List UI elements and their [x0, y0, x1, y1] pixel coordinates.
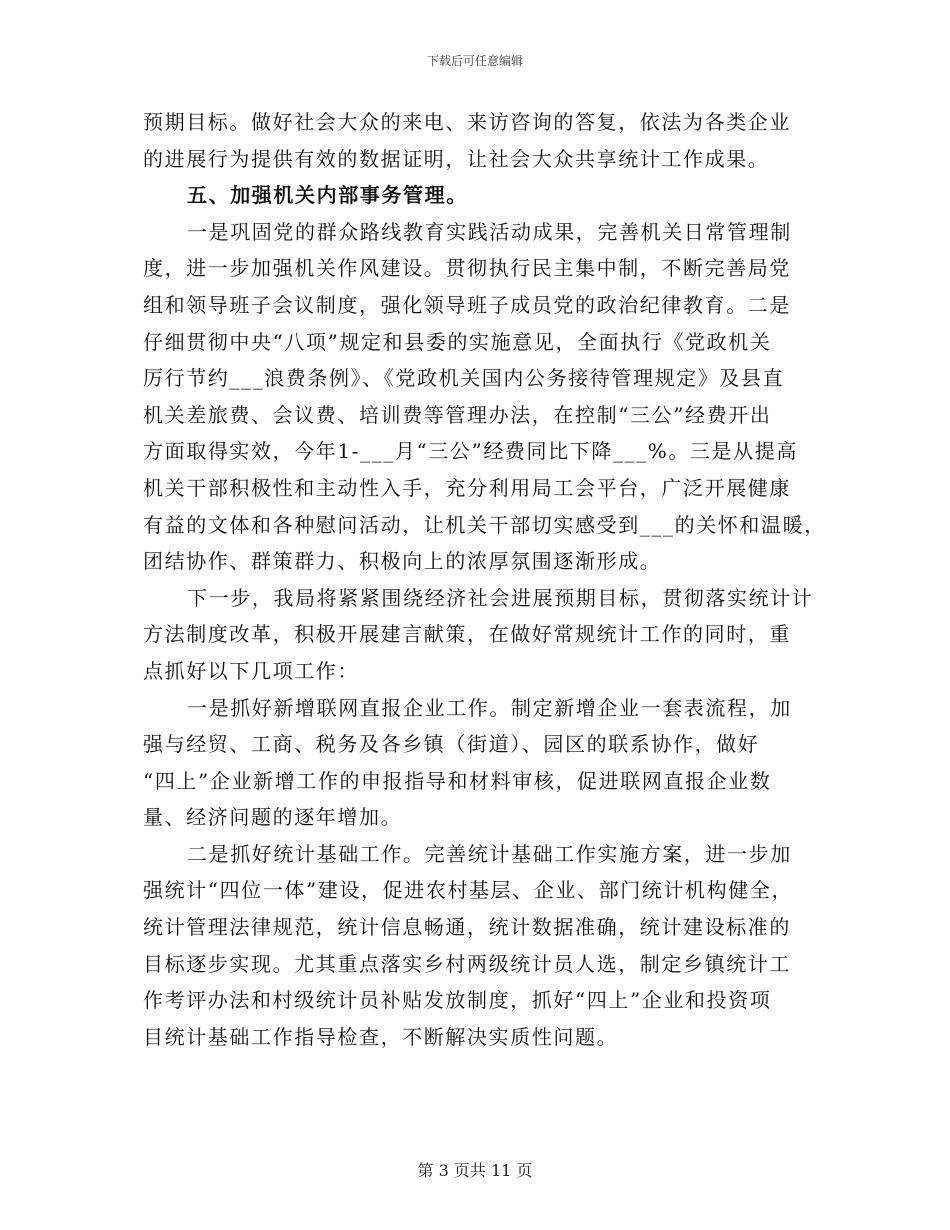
section-heading: 五、加强机关内部事务管理。: [187, 183, 468, 208]
text-line: 仔细贯彻中央“八项”规定和县委的实施意见，全面执行《党政机关: [143, 329, 772, 354]
text-line: 方法制度改革，积极开展建言献策，在做好常规统计工作的同时，重: [143, 622, 791, 647]
text-line: 统计管理法律规范，统计信息畅通，统计数据准确，统计建设标准的: [143, 915, 791, 940]
text-line: 目标逐步实现。尤其重点落实乡村两级统计员人选，制定乡镇统计工: [143, 951, 791, 976]
text-line: 的进展行为提供有效的数据证明，让社会大众共享统计工作成果。: [143, 146, 770, 171]
text-line: 厉行节约___浪费条例》、《党政机关国内公务接待管理规定》及县直: [143, 366, 785, 391]
text-line: 一是巩固党的群众路线教育实践活动成果，完善机关日常管理制: [187, 219, 792, 244]
text-line: 组和领导班子会议制度，强化领导班子成员党的政治纪律教育。二是: [143, 292, 791, 317]
text-line: 预期目标。做好社会大众的来电、来访咨询的答复，依法为各类企业: [143, 110, 791, 134]
text-line: 方面取得实效，今年1-___月“三公”经费同比下降___%。三是从提高: [143, 439, 798, 464]
text-line: 有益的文体和各种慰问活动，让机关干部切实感受到___的关怀和温暖，: [143, 512, 826, 537]
text-line: 度，进一步加强机关作风建设。贯彻执行民主集中制，不断完善局党: [143, 256, 791, 281]
text-line: 目统计基础工作指导检查，不断解决实质性问题。: [143, 1024, 619, 1049]
document-body: [143, 104, 826, 1055]
text-line: 下一步，我局将紧紧围绕经济社会进展预期目标，贯彻落实统计计: [187, 585, 814, 610]
text-line: 量、经济问题的逐年增加。: [143, 805, 403, 830]
text-line: 机关干部积极性和主动性入手，充分利用局工会平台，广泛开展健康: [143, 475, 791, 500]
page-footer: 第 3 页共 11 页: [417, 1161, 533, 1180]
text-line: 点抓好以下几项工作：: [143, 658, 359, 683]
text-line: 作考评办法和村级统计员补贴发放制度，抓好“四上”企业和投资项: [143, 988, 772, 1013]
text-line: 团结协作、群策群力、积极向上的浓厚氛围逐渐形成。: [143, 549, 662, 574]
text-line: “四上”企业新增工作的申报指导和材料审核，促进联网直报企业数: [143, 768, 772, 793]
text-line: 强与经贸、工商、税务及各乡镇（街道）、园区的联系协作，做好: [143, 732, 760, 757]
text-line: 一是抓好新增联网直报企业工作。制定新增企业一套表流程，加: [187, 695, 792, 720]
text-line: 强统计“四位一体”建设，促进农村基层、企业、部门统计机构健全，: [143, 878, 794, 903]
page-header: 下载后可任意编辑: [426, 54, 523, 68]
text-line: 二是抓好统计基础工作。完善统计基础工作实施方案，进一步加: [187, 841, 792, 866]
text-line: 机关差旅费、会议费、培训费等管理办法，在控制“三公”经费开出: [143, 402, 772, 427]
